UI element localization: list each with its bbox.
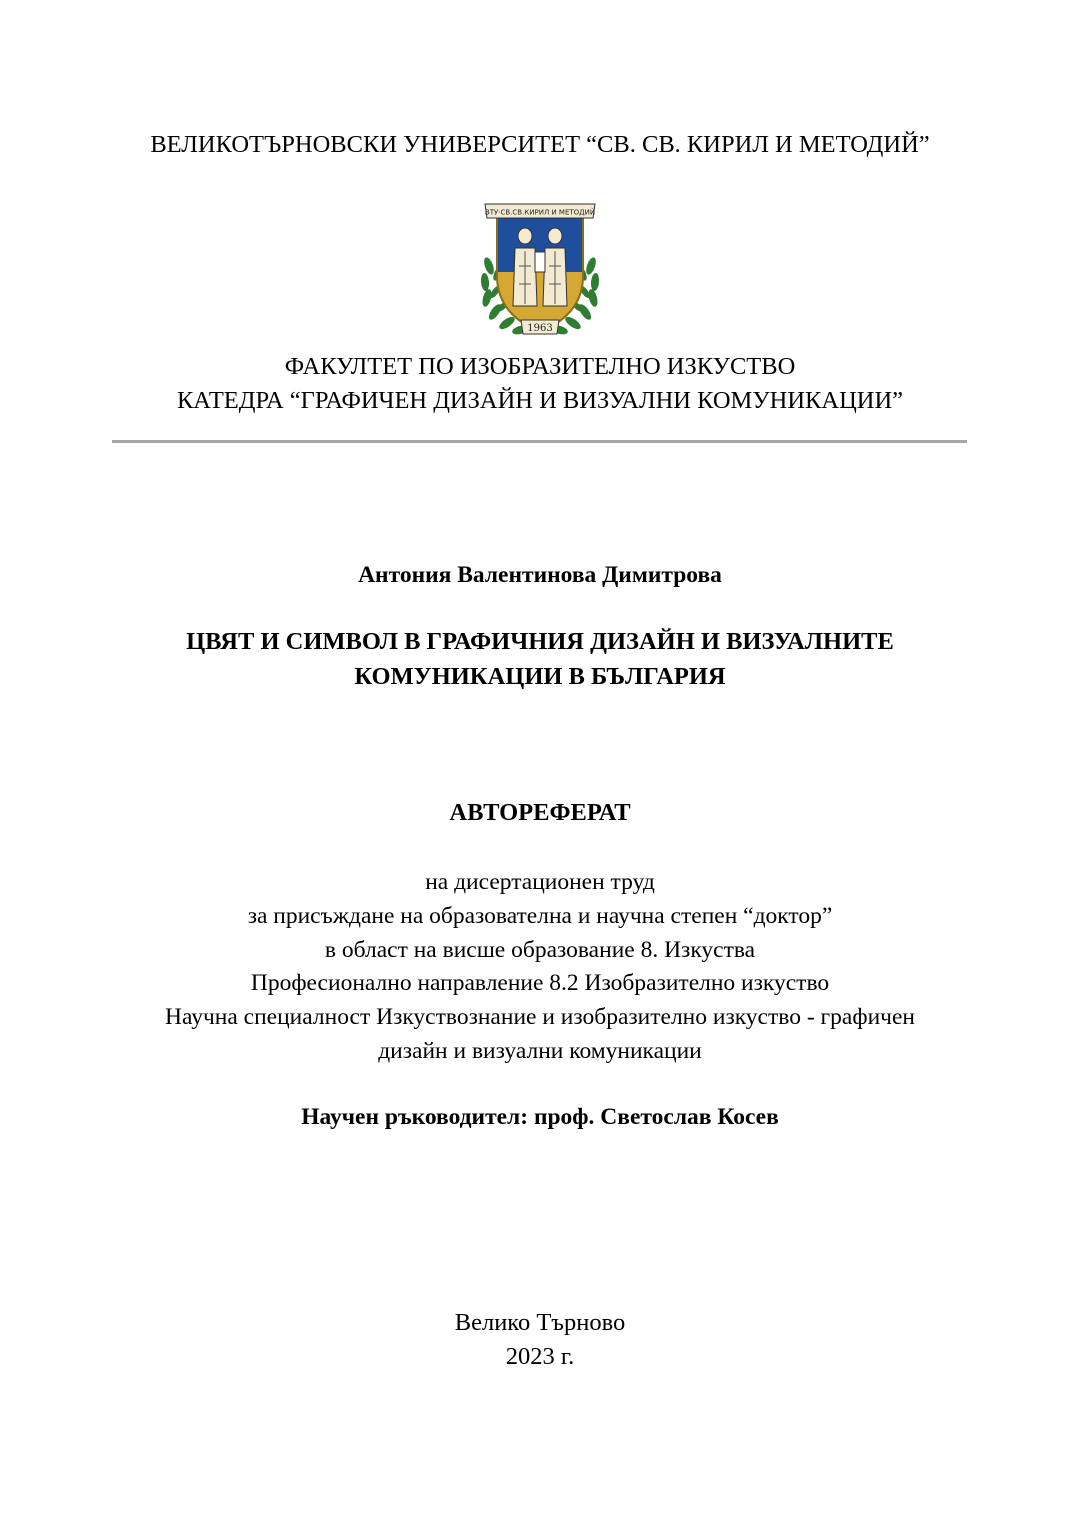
description-line: Научна специалност Изкуствознание и изобразително изкуство - графичен xyxy=(165,1004,915,1030)
department-name: КАТЕДРА “ГРАФИЧЕН ДИЗАЙН И ВИЗУАЛНИ КОМУНИКАЦИИ” xyxy=(176,387,904,414)
university-name: ВЕЛИКОТЪРНОВСКИ УНИВЕРСИТЕТ “СВ. СВ. КИРИЛ И МЕТОДИЙ” xyxy=(150,131,930,158)
author-name: Антония Валентинова Димитрова xyxy=(358,562,722,588)
description-line: на дисертационен труд xyxy=(425,869,655,895)
description-line: за присъждане на образователна и научна степен “доктор” xyxy=(247,903,833,929)
logo-banner-text: ВТУ·СВ.СВ.КИРИЛ И МЕТОДИЙ xyxy=(484,208,596,217)
description-line: в област на висше образование 8. Изкуства xyxy=(324,937,756,963)
document-type: АВТОРЕФЕРАТ xyxy=(449,799,631,826)
year: 2023 г. xyxy=(505,1343,575,1370)
description-line: Професионално направление 8.2 Изобразително изкуство xyxy=(250,970,830,996)
logo-banner xyxy=(485,204,595,218)
university-coat-of-arms-logo xyxy=(475,196,605,346)
dissertation-title-line-1: ЦВЯТ И СИМВОЛ В ГРАФИЧНИЯ ДИЗАЙН И ВИЗУАЛНИТЕ xyxy=(186,628,894,655)
logo-year-ribbon xyxy=(521,320,559,334)
scientific-supervisor: Научен ръководител: проф. Светослав Косев xyxy=(301,1104,779,1130)
faculty-name: ФАКУЛТЕТ ПО ИЗОБРАЗИТЕЛНО ИЗКУСТВО xyxy=(284,353,796,380)
logo-year-text: 1963 xyxy=(527,323,553,334)
description-line: дизайн и визуални комуникации xyxy=(378,1038,702,1064)
dissertation-title-line-2: КОМУНИКАЦИИ В БЪЛГАРИЯ xyxy=(354,663,726,690)
header-divider xyxy=(112,440,967,443)
shield-icon xyxy=(495,212,585,336)
city: Велико Търново xyxy=(454,1309,626,1336)
